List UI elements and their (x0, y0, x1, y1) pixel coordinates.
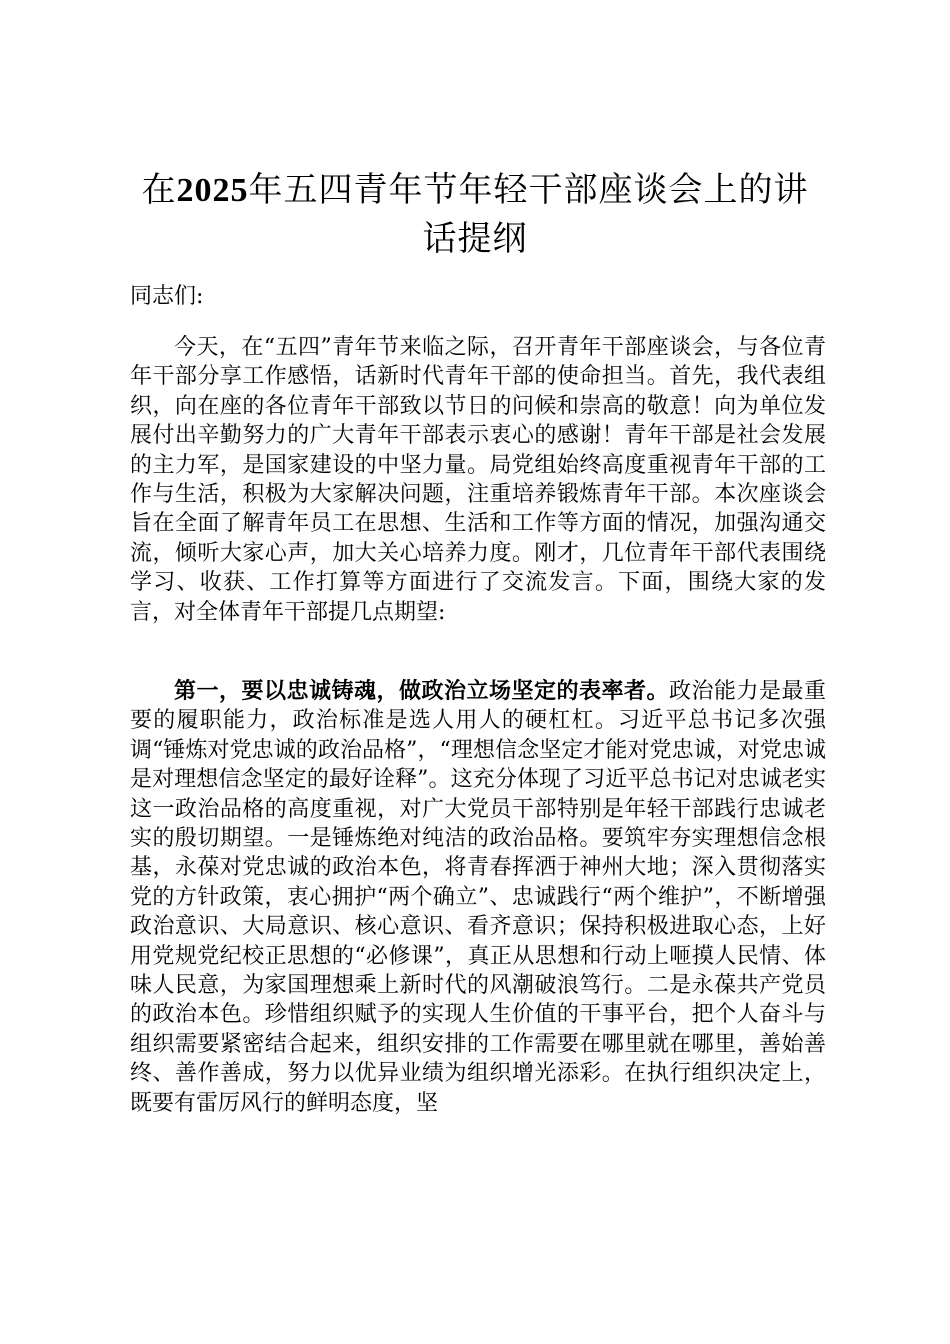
salutation: 同志们: (130, 284, 204, 309)
paragraph-text: 政治能力是最重要的履职能力，政治标准是选人用人的硬杠杠。习近平总书记多次强调“锤炼对党忠诚的政治品格”，“理想信念坚定才能对党忠诚，对党忠诚是对理想信念坚定的最好诠释”。这充分体现了习近平总书记对忠诚老实这一政治品格的高度重视，对广大党员干部特别是年轻干部践行忠诚老实的殷切期望。一是锤炼绝对纯洁的政治品格。要筑牢夯实理想信念根基，永葆对党忠诚的政治本色，将青春挥洒于神州大地；深入贯彻落实党的方针政策，衷心拥护“两个确立”、忠诚践行“两个维护”，不断增强政治意识、大局意识、核心意识、看齐意识；保持积极进取心态，上好用党规党纪校正思想的“必修课”，真正从思想和行动上咂摸人民情、体味人民意，为家国理想乘上新时代的风潮破浪笃行。二是永葆共产党员的政治本色。珍惜组织赋予的实现人生价值的干事平台，把个人奋斗与组织需要紧密结合起来，组织安排的工作需要在哪里就在哪里，善始善终、善作善成，努力以优异业绩为组织增光添彩。在执行组织决定上，既要有雷厉风行的鲜明态度，坚 (130, 679, 826, 1116)
title-suffix: 年五四青年节年轻干部座谈会上的讲话提纲 (248, 170, 809, 259)
paragraph-lead-heading: 第一，要以忠诚铸魂，做政治立场坚定的表率者。 (174, 679, 669, 704)
paragraph-text: 今天，在“五四”青年节来临之际，召开青年干部座谈会，与各位青年干部分享工作感悟，话新时代青年干部的使命担当。首先，我代表组织，向在座的各位青年干部致以节日的问候和崇高的敬意！向为单位发展付出辛勤努力的广大青年干部表示衷心的感谢！青年干部是社会发展的主力军，是国家建设的中坚力量。局党组始终高度重视青年干部的工作与生活，积极为大家解决问题，注重培养锻炼青年干部。本次座谈会旨在全面了解青年员工在思想、生活和工作等方面的情况，加强沟通交流，倾听大家心声，加大关心培养力度。刚才，几位青年干部代表围绕学习、收获、工作打算等方面进行了交流发言。下面，围绕大家的发言，对全体青年干部提几点期望: (130, 335, 826, 625)
title-year: 2025 (176, 172, 249, 209)
document-title (128, 166, 822, 263)
title-prefix: 在 (141, 170, 177, 210)
body-paragraph (130, 333, 826, 627)
body-paragraph (130, 677, 826, 1118)
